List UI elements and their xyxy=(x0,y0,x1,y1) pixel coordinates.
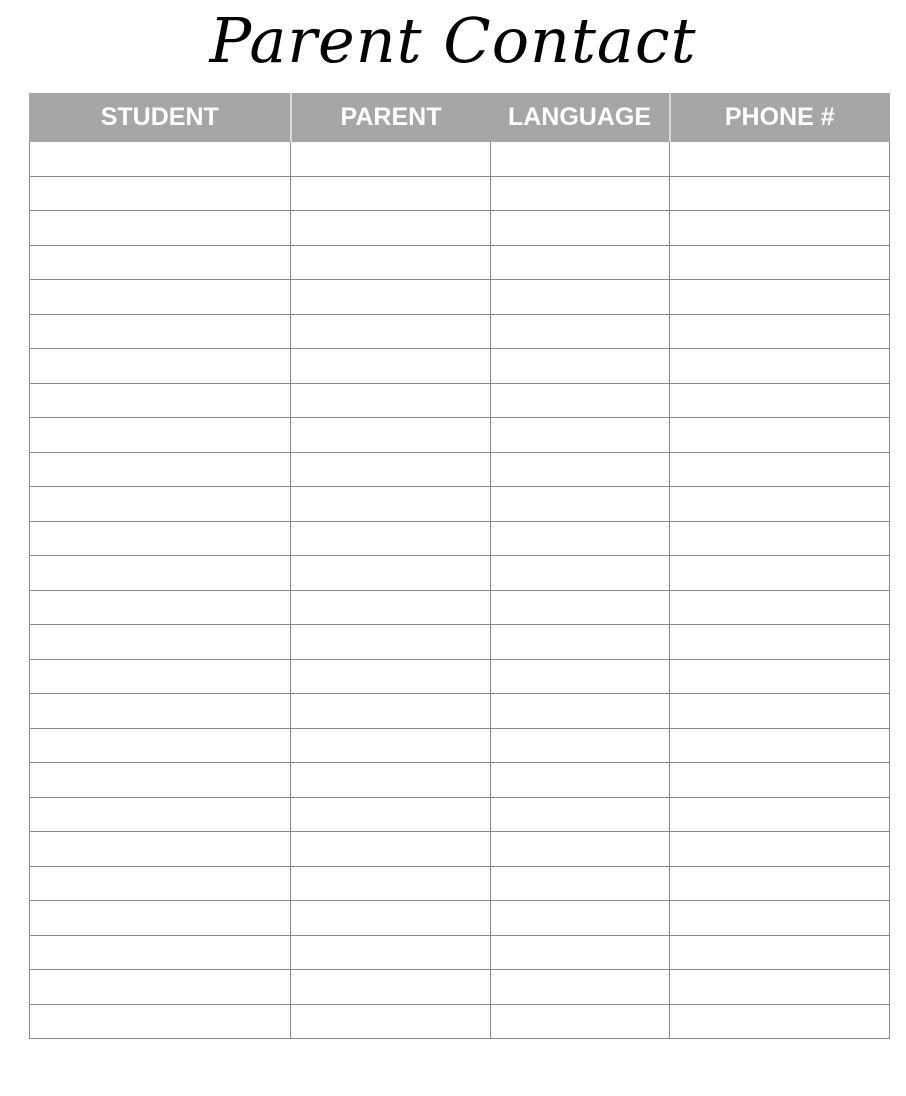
table-cell-language[interactable] xyxy=(491,245,670,280)
table-cell-language[interactable] xyxy=(491,659,670,694)
table-cell-parent[interactable] xyxy=(291,521,491,556)
table-cell-parent[interactable] xyxy=(291,970,491,1005)
column-header-language: LANGUAGE xyxy=(491,94,670,142)
table-cell-parent[interactable] xyxy=(291,314,491,349)
table-cell-parent[interactable] xyxy=(291,763,491,798)
table-cell-parent[interactable] xyxy=(291,866,491,901)
table-row xyxy=(30,970,890,1005)
table-cell-student[interactable] xyxy=(30,176,291,211)
table-cell-language[interactable] xyxy=(491,866,670,901)
table-cell-phone[interactable] xyxy=(670,728,890,763)
table-cell-student[interactable] xyxy=(30,901,291,936)
table-cell-parent[interactable] xyxy=(291,211,491,246)
table-cell-parent[interactable] xyxy=(291,832,491,867)
table-cell-student[interactable] xyxy=(30,418,291,453)
table-row xyxy=(30,590,890,625)
table-cell-parent[interactable] xyxy=(291,280,491,315)
table-cell-phone[interactable] xyxy=(670,280,890,315)
table-cell-student[interactable] xyxy=(30,211,291,246)
table-cell-student[interactable] xyxy=(30,763,291,798)
table-cell-parent[interactable] xyxy=(291,245,491,280)
contact-table xyxy=(29,93,890,1039)
table-cell-student[interactable] xyxy=(30,935,291,970)
table-row xyxy=(30,1004,890,1039)
table-cell-language[interactable] xyxy=(491,142,670,177)
table-cell-phone[interactable] xyxy=(670,1004,890,1039)
table-cell-language[interactable] xyxy=(491,280,670,315)
table-row xyxy=(30,625,890,660)
page-title: Parent Contact xyxy=(209,4,697,77)
table-cell-language[interactable] xyxy=(491,728,670,763)
table-cell-language[interactable] xyxy=(491,211,670,246)
table-cell-student[interactable] xyxy=(30,659,291,694)
table-row xyxy=(30,866,890,901)
table-row xyxy=(30,832,890,867)
table-row xyxy=(30,901,890,936)
table-row xyxy=(30,521,890,556)
table-row xyxy=(30,763,890,798)
column-header-student: STUDENT xyxy=(30,94,291,142)
table-cell-phone[interactable] xyxy=(670,383,890,418)
table-row xyxy=(30,694,890,729)
table-cell-parent[interactable] xyxy=(291,901,491,936)
column-header-parent: PARENT xyxy=(291,94,491,142)
table-cell-student[interactable] xyxy=(30,556,291,591)
table-cell-language[interactable] xyxy=(491,694,670,729)
table-cell-language[interactable] xyxy=(491,487,670,522)
table-cell-phone[interactable] xyxy=(670,245,890,280)
table-row xyxy=(30,418,890,453)
table-cell-student[interactable] xyxy=(30,487,291,522)
table-cell-language[interactable] xyxy=(491,590,670,625)
table-cell-phone[interactable] xyxy=(670,694,890,729)
table-cell-phone[interactable] xyxy=(670,521,890,556)
table-cell-parent[interactable] xyxy=(291,487,491,522)
table-cell-parent[interactable] xyxy=(291,728,491,763)
column-header-phone: PHONE # xyxy=(670,94,890,142)
table-row xyxy=(30,797,890,832)
table-cell-phone[interactable] xyxy=(670,556,890,591)
table-cell-parent[interactable] xyxy=(291,694,491,729)
table-row xyxy=(30,245,890,280)
table-cell-phone[interactable] xyxy=(670,625,890,660)
table-cell-phone[interactable] xyxy=(670,659,890,694)
table-row xyxy=(30,383,890,418)
table-cell-student[interactable] xyxy=(30,694,291,729)
table-cell-phone[interactable] xyxy=(670,797,890,832)
table-row xyxy=(30,349,890,384)
table-cell-language[interactable] xyxy=(491,832,670,867)
table-row xyxy=(30,659,890,694)
table-cell-phone[interactable] xyxy=(670,349,890,384)
table-cell-student[interactable] xyxy=(30,832,291,867)
table-row xyxy=(30,280,890,315)
table-row xyxy=(30,211,890,246)
table-row xyxy=(30,728,890,763)
table-cell-student[interactable] xyxy=(30,590,291,625)
header-row xyxy=(30,94,890,142)
table-cell-phone[interactable] xyxy=(670,452,890,487)
table-cell-language[interactable] xyxy=(491,452,670,487)
table-cell-language[interactable] xyxy=(491,383,670,418)
table-cell-parent[interactable] xyxy=(291,452,491,487)
table-cell-phone[interactable] xyxy=(670,314,890,349)
table-cell-language[interactable] xyxy=(491,1004,670,1039)
table-cell-student[interactable] xyxy=(30,245,291,280)
table-cell-phone[interactable] xyxy=(670,590,890,625)
table-row xyxy=(30,314,890,349)
table-cell-parent[interactable] xyxy=(291,659,491,694)
table-cell-phone[interactable] xyxy=(670,901,890,936)
table-cell-parent[interactable] xyxy=(291,556,491,591)
table-cell-parent[interactable] xyxy=(291,418,491,453)
table-row xyxy=(30,176,890,211)
table-cell-parent[interactable] xyxy=(291,590,491,625)
table-row xyxy=(30,935,890,970)
table-body xyxy=(30,142,890,1039)
table-cell-language[interactable] xyxy=(491,314,670,349)
table-row xyxy=(30,556,890,591)
table-cell-phone[interactable] xyxy=(670,487,890,522)
table-cell-phone[interactable] xyxy=(670,763,890,798)
table-cell-parent[interactable] xyxy=(291,625,491,660)
table-cell-phone[interactable] xyxy=(670,176,890,211)
table-cell-student[interactable] xyxy=(30,728,291,763)
table-cell-parent[interactable] xyxy=(291,142,491,177)
table-cell-student[interactable] xyxy=(30,452,291,487)
table-cell-language[interactable] xyxy=(491,521,670,556)
table-cell-student[interactable] xyxy=(30,797,291,832)
table-cell-student[interactable] xyxy=(30,314,291,349)
table-cell-parent[interactable] xyxy=(291,176,491,211)
table-cell-phone[interactable] xyxy=(670,935,890,970)
table-cell-student[interactable] xyxy=(30,383,291,418)
table-cell-student[interactable] xyxy=(30,970,291,1005)
table-cell-phone[interactable] xyxy=(670,832,890,867)
table-cell-parent[interactable] xyxy=(291,935,491,970)
table-cell-language[interactable] xyxy=(491,901,670,936)
table-cell-student[interactable] xyxy=(30,625,291,660)
table-row xyxy=(30,142,890,177)
table-cell-parent[interactable] xyxy=(291,383,491,418)
table-cell-parent[interactable] xyxy=(291,797,491,832)
table-cell-parent[interactable] xyxy=(291,1004,491,1039)
table-cell-language[interactable] xyxy=(491,935,670,970)
table-cell-language[interactable] xyxy=(491,418,670,453)
table-row xyxy=(30,452,890,487)
table-cell-language[interactable] xyxy=(491,349,670,384)
table-cell-language[interactable] xyxy=(491,625,670,660)
table-cell-student[interactable] xyxy=(30,866,291,901)
table-cell-student[interactable] xyxy=(30,521,291,556)
table-cell-language[interactable] xyxy=(491,797,670,832)
table-cell-phone[interactable] xyxy=(670,211,890,246)
table-cell-student[interactable] xyxy=(30,1004,291,1039)
table-cell-phone[interactable] xyxy=(670,142,890,177)
table-cell-language[interactable] xyxy=(491,763,670,798)
table-cell-language[interactable] xyxy=(491,176,670,211)
table-cell-phone[interactable] xyxy=(670,866,890,901)
table-cell-student[interactable] xyxy=(30,142,291,177)
table-cell-parent[interactable] xyxy=(291,349,491,384)
table-cell-student[interactable] xyxy=(30,349,291,384)
table-cell-language[interactable] xyxy=(491,556,670,591)
table-header xyxy=(30,94,890,142)
table-cell-language[interactable] xyxy=(491,970,670,1005)
table-cell-student[interactable] xyxy=(30,280,291,315)
table-row xyxy=(30,487,890,522)
table-cell-phone[interactable] xyxy=(670,418,890,453)
table-cell-phone[interactable] xyxy=(670,970,890,1005)
